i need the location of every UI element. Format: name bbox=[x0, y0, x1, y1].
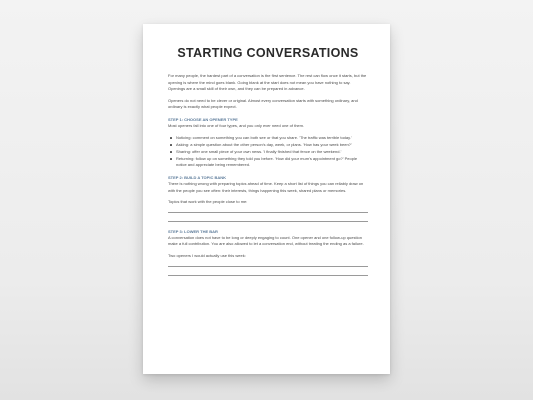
step2-writing-lines bbox=[168, 212, 368, 222]
list-item: Sharing: offer one small piece of your own news. 'I finally finished that fence on the weekend.' bbox=[170, 149, 368, 156]
page-title: STARTING CONVERSATIONS bbox=[177, 46, 359, 60]
step1-heading: STEP 1: CHOOSE AN OPENER TYPE bbox=[168, 116, 238, 122]
worksheet-page bbox=[143, 24, 390, 374]
step3-prompt: Two openers I would actually use this week: bbox=[168, 253, 246, 258]
list-item: Asking: a simple question about the other person's day, week, or plans. 'How has your week been?' bbox=[170, 142, 368, 149]
step1-lead: Most openers fall into one of four types, and you only ever need one of them. bbox=[168, 122, 305, 128]
step2-prompt: Topics that work with the people close to me: bbox=[168, 199, 248, 205]
writing-line[interactable] bbox=[168, 212, 368, 213]
step3-heading: STEP 3: LOWER THE BAR bbox=[168, 228, 218, 234]
writing-line[interactable] bbox=[168, 275, 368, 276]
step2-body: There is nothing wrong with preparing topics ahead of time. Keep a short list of things you can reliably draw on with the people you see often: their interests, things happening this week, shared plans or memories. bbox=[168, 181, 364, 193]
step3-body: A conversation does not have to be long or deeply engaging to count. One opener and one follow-up question make a full contribution. You are also allowed to let a conversation end, without treating the ending as a failure. bbox=[168, 234, 364, 247]
step2-heading: STEP 2: BUILD A TOPIC BANK bbox=[168, 175, 227, 181]
writing-line[interactable] bbox=[168, 221, 368, 222]
intro-paragraph-2: Openers do not need to be clever or original. Almost every conversation starts with something ordinary, and ordinary is exactly what people expect. bbox=[168, 97, 358, 110]
step3-writing-lines bbox=[168, 266, 368, 276]
intro-paragraph-1: For many people, the hardest part of a conversation is the first sentence. The rest can flow once it starts, but the opening is where the mind goes blank. Going blank at the start does not mean you have nothing to say. Openings are a small skill of their own, and they can be prepared in advance. bbox=[168, 73, 367, 92]
list-item: Noticing: comment on something you can both see or that you share. 'The traffic was terrible today.' bbox=[170, 135, 368, 142]
list-item: Returning: follow up on something they told you before. 'How did your mum's appointment go?' People notice and appreciate being remembered. bbox=[170, 156, 368, 169]
opener-type-list bbox=[170, 135, 368, 169]
writing-line[interactable] bbox=[168, 266, 368, 267]
